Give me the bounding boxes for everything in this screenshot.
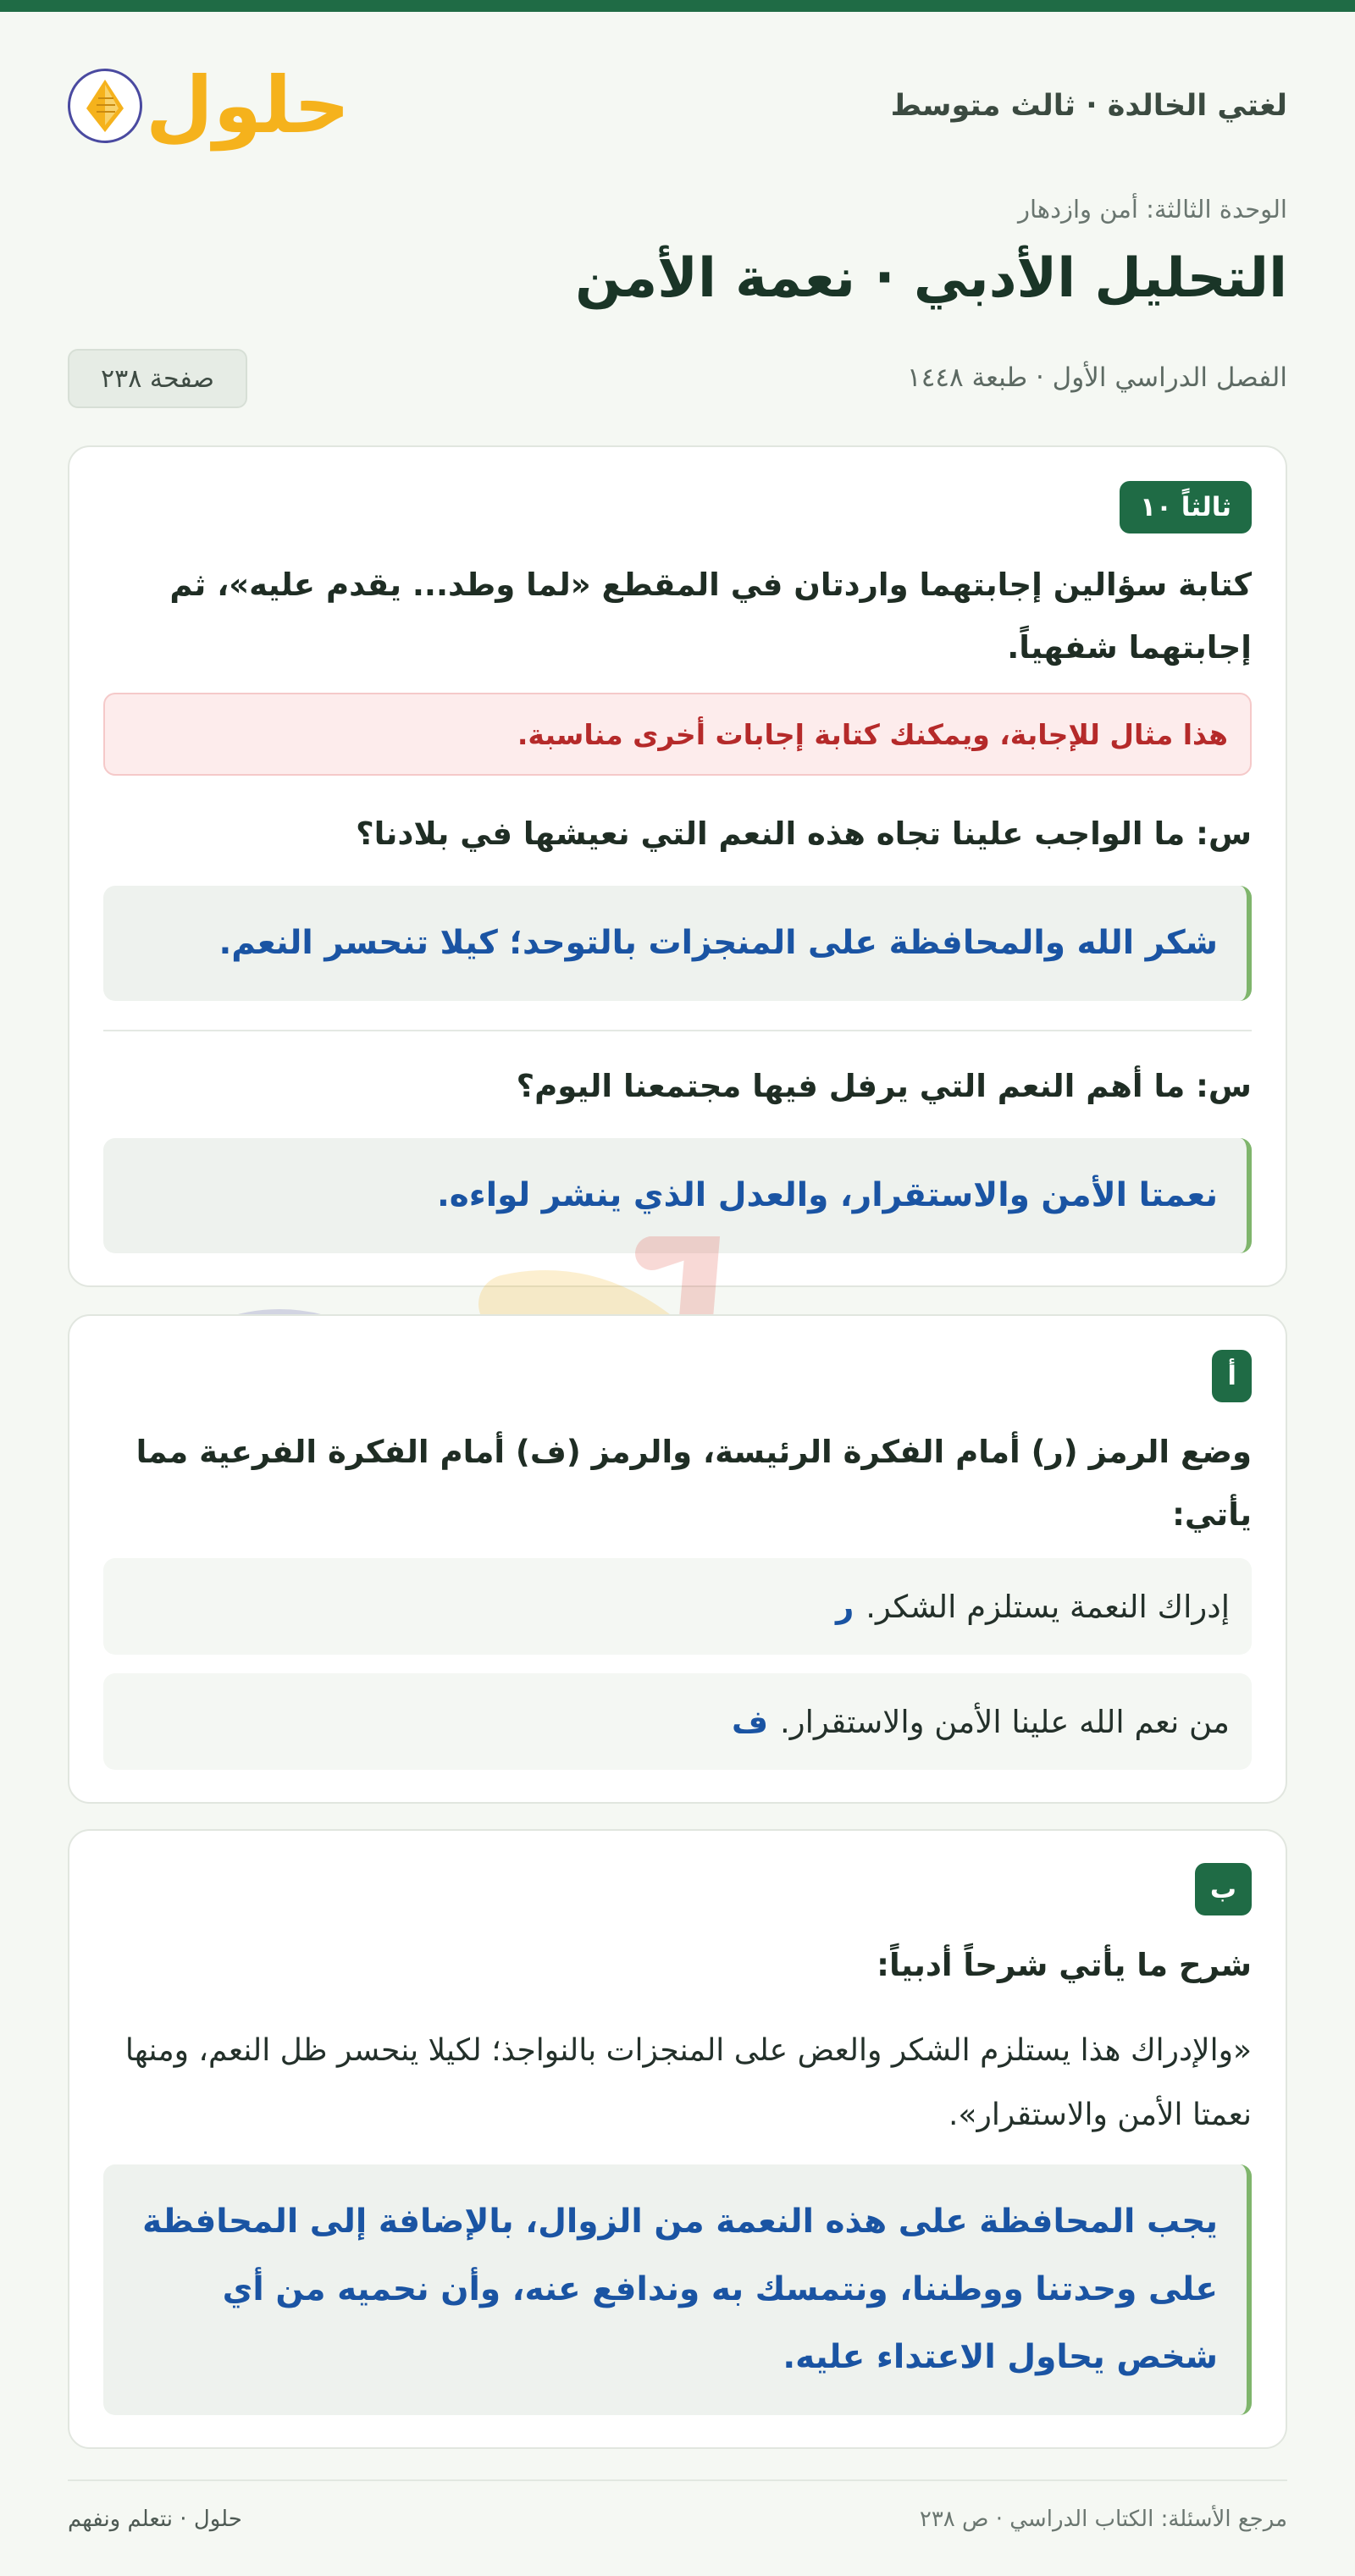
top-accent-bar xyxy=(0,0,1355,12)
site-logo[interactable] xyxy=(68,60,351,151)
option-symbol: ف xyxy=(732,1703,769,1740)
question-instruction: شرح ما يأتي شرحاً أدبياً: xyxy=(877,1947,1252,1983)
question-instruction: كتابة سؤالين إجابتهما واردتان في المقطع «لما وطد... يقدم عليه»، ثم إجابتهما شفهياً. xyxy=(169,567,1252,666)
section-tag: ب xyxy=(1195,1863,1252,1915)
unit-label: الوحدة الثالثة: أمن وازدهار xyxy=(1017,195,1287,224)
question-card-1 xyxy=(68,445,1287,1287)
answer-2: نعمتا الأمن والاستقرار، والعدل الذي ينشر لواءه. xyxy=(103,1138,1252,1253)
quote-text: «والإدراك هذا يستلزم الشكر والعض على المنجزات بالنواجذ؛ لكيلا ينحسر ظل النعم، ومنها نعمتا الأمن والاستقرار». xyxy=(124,2033,1252,2132)
option-text: من نعم الله علينا الأمن والاستقرار. xyxy=(780,1703,1230,1740)
divider xyxy=(103,1030,1252,1031)
footer-divider xyxy=(68,2479,1287,2481)
question-1: س: ما الواجب علينا تجاه هذه النعم التي نعيشها في بلادنا؟ xyxy=(356,815,1252,852)
option-symbol: ر xyxy=(835,1588,854,1625)
footer-reference: مرجع الأسئلة: الكتاب الدراسي · ص ٢٣٨ xyxy=(919,2507,1287,2532)
note-box: هذا مثال للإجابة، ويمكنك كتابة إجابات أخرى مناسبة. xyxy=(103,693,1252,776)
footer-brand: حلول · نتعلم ونفهم xyxy=(68,2507,242,2532)
answer-explanation: يجب المحافظة على هذه النعمة من الزوال، بالإضافة إلى المحافظة على وحدتنا ووطننا، ونتمسك به وندافع عنه، وأن نحميه من أي شخص يحاول الاعتداء عليه. xyxy=(103,2164,1252,2415)
page-header xyxy=(68,59,1287,152)
semester-label: الفصل الدراسي الأول · طبعة ١٤٤٨ xyxy=(907,362,1287,393)
answer-1: شكر الله والمحافظة على المنجزات بالتوحد؛ كيلا تنحسر النعم. xyxy=(103,886,1252,1001)
section-tag: ثالثاً ١٠ xyxy=(1120,481,1252,533)
book-icon xyxy=(68,69,142,143)
question-2: س: ما أهم النعم التي يرفل فيها مجتمعنا اليوم؟ xyxy=(516,1068,1252,1104)
option-text: إدراك النعمة يستلزم الشكر. xyxy=(866,1588,1230,1625)
page-title: التحليل الأدبي · نعمة الأمن xyxy=(575,247,1287,310)
option-item xyxy=(103,1558,1252,1655)
question-instruction: وضع الرمز (ر) أمام الفكرة الرئيسة، والرمز (ف) أمام الفكرة الفرعية مما يأتي: xyxy=(136,1434,1252,1533)
logo-wordmark: حلول xyxy=(146,60,351,151)
page-number-badge: صفحة ٢٣٨ xyxy=(68,349,247,408)
book-title: لغتي الخالدة · ثالث متوسط xyxy=(890,89,1287,123)
option-item xyxy=(103,1673,1252,1770)
question-card-3 xyxy=(68,1829,1287,2449)
section-tag: أ xyxy=(1212,1350,1252,1402)
question-card-2 xyxy=(68,1314,1287,1804)
